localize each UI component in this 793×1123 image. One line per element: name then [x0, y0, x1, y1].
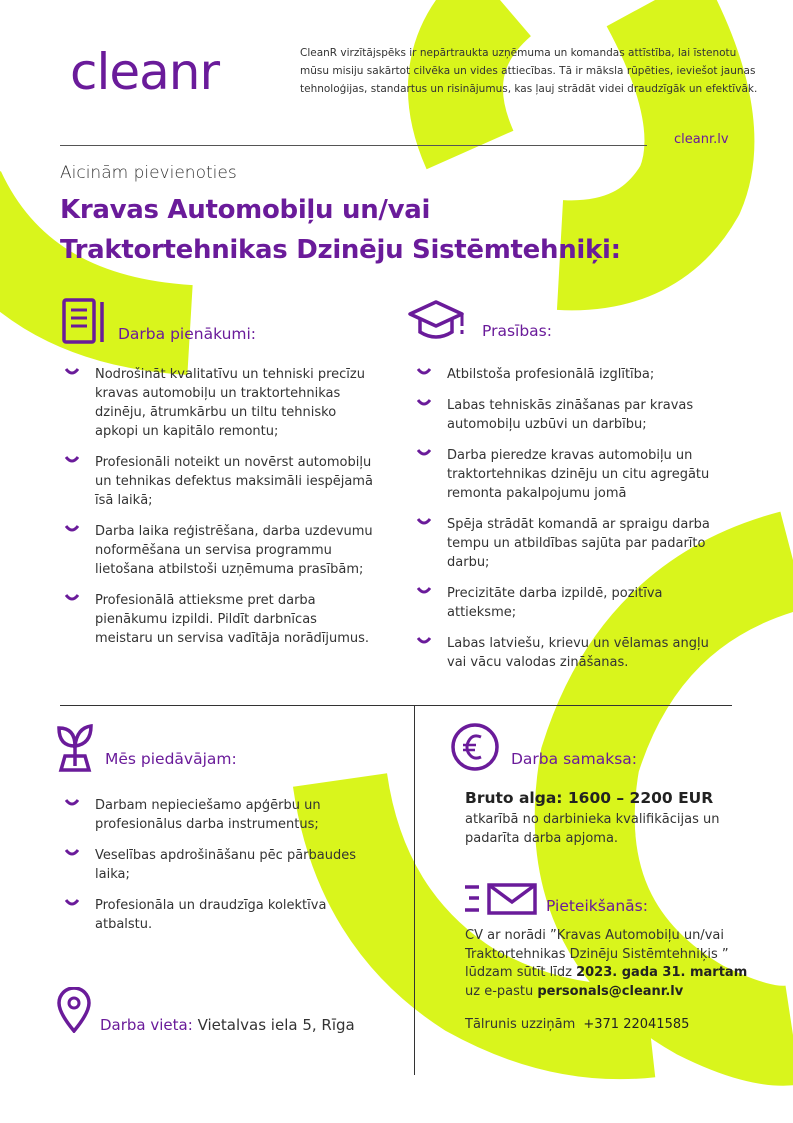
job-title-line-2: Traktortehnikas Dzinēju Sistēmtehniķi: [60, 235, 621, 265]
section-divider-vertical [414, 705, 415, 1075]
sprout-icon [55, 722, 95, 772]
salary-bruto: Bruto alga: 1600 – 2200 EUR [465, 789, 714, 807]
salary-note: atkarībā no darbinieka kvalifikācijas un padarīta darba apjoma. [465, 812, 720, 846]
requirements-list [417, 365, 712, 684]
location-row [100, 1016, 355, 1034]
cleanr-logo-graphic [70, 45, 250, 105]
list-item: Profesionāla un draudzīga kolektīva atbalstu. [65, 896, 370, 934]
salary-title: Darba samaksa: [511, 750, 638, 768]
list-item: Profesionālā attieksme pret darba pienākumu izpildi. Pildīt darbnīcas meistaru un servisa vadītāja norādījumus. [65, 591, 375, 648]
list-item: Profesionāli noteikt un novērst automobiļu un tehnikas defektus maksimāli iespējamā īsā laikā; [65, 453, 375, 510]
list-item: Atbilstoša profesionālā izglītība; [417, 365, 712, 384]
apply-text-1: CV ar norādi ”Kravas Automobiļu un/vai Traktortehnikas Dzinēju Sistēmtehniķis ” lūdzam sūtīt līdz [465, 928, 729, 980]
list-item: Veselības apdrošināšanu pēc pārbaudes laika; [65, 846, 370, 884]
phone-label: Tālrunis uzziņām [465, 1017, 576, 1032]
euro-icon [450, 722, 500, 772]
document-icon [62, 298, 108, 344]
apply-title: Pieteikšanās: [546, 897, 648, 915]
website-link[interactable]: cleanr.lv [674, 132, 729, 147]
apply-text-2: uz e-pastu [465, 983, 534, 999]
list-item: Nodrošināt kvalitatīvu un tehniski precīzu kravas automobiļu un traktortehnikas dzinēju, ātrumkārbu un tiltu tehnisko apkopi un kapitālo remontu; [65, 365, 375, 441]
section-divider-horizontal [60, 705, 732, 706]
header-divider [60, 145, 647, 146]
job-title [60, 190, 621, 270]
apply-email[interactable]: personals@cleanr.lv [537, 983, 684, 999]
location-label: Darba vieta: [100, 1016, 193, 1034]
logo-text: cleanr [70, 45, 220, 101]
location-value: Vietalvas iela 5, Rīga [197, 1016, 355, 1034]
phone-row [465, 1016, 689, 1035]
requirements-title: Prasības: [482, 322, 552, 340]
duties-list [65, 365, 375, 660]
list-item: Labas latviešu, krievu un vēlamas angļu vai vācu valodas zināšanas. [417, 634, 712, 672]
job-title-line-1: Kravas Automobiļu un/vai [60, 195, 431, 225]
phone-number[interactable]: +371 22041585 [583, 1017, 690, 1032]
list-item: Darbam nepieciešamo apģērbu un profesionālus darba instrumentus; [65, 796, 370, 834]
cleanr-logo [70, 45, 250, 105]
envelope-icon [465, 882, 539, 916]
list-item: Precizitāte darba izpildē, pozitīva attieksme; [417, 584, 712, 622]
graduation-cap-icon [408, 298, 468, 342]
apply-deadline: 2023. gada 31. martam [576, 965, 748, 980]
invite-text: Aicinām pievienoties [60, 163, 237, 183]
apply-text [465, 927, 755, 1001]
list-item: Spēja strādāt komandā ar spraigu darba tempu un atbildības sajūta par padarīto darbu; [417, 515, 712, 572]
duties-title: Darba pienākumi: [118, 325, 257, 343]
company-intro: CleanR virzītājspēks ir nepārtraukta uzņēmuma un komandas attīstība, lai īstenotu mūsu misiju sakārtot cilvēka un vides attiecības. Tā ir māksla rūpēties, ieviešot jaunas tehnoloģijas, standartus un risinājumus, kas ļauj strādāt videi draudzīgāk un efektīvāk. [300, 47, 758, 95]
list-item: Labas tehniskās zināšanas par kravas automobiļu uzbūvi un darbību; [417, 396, 712, 434]
offer-title: Mēs piedāvājam: [105, 750, 237, 768]
offer-list [65, 796, 370, 946]
list-item: Darba pieredze kravas automobiļu un traktortehnikas dzinēju un citu agregātu remonta pakalpojumu jomā [417, 446, 712, 503]
list-item: Darba laika reģistrēšana, darba uzdevumu noformēšana un servisa programmu lietošana atbilstoši uzņēmuma prasībām; [65, 522, 375, 579]
location-pin-icon [57, 987, 91, 1033]
